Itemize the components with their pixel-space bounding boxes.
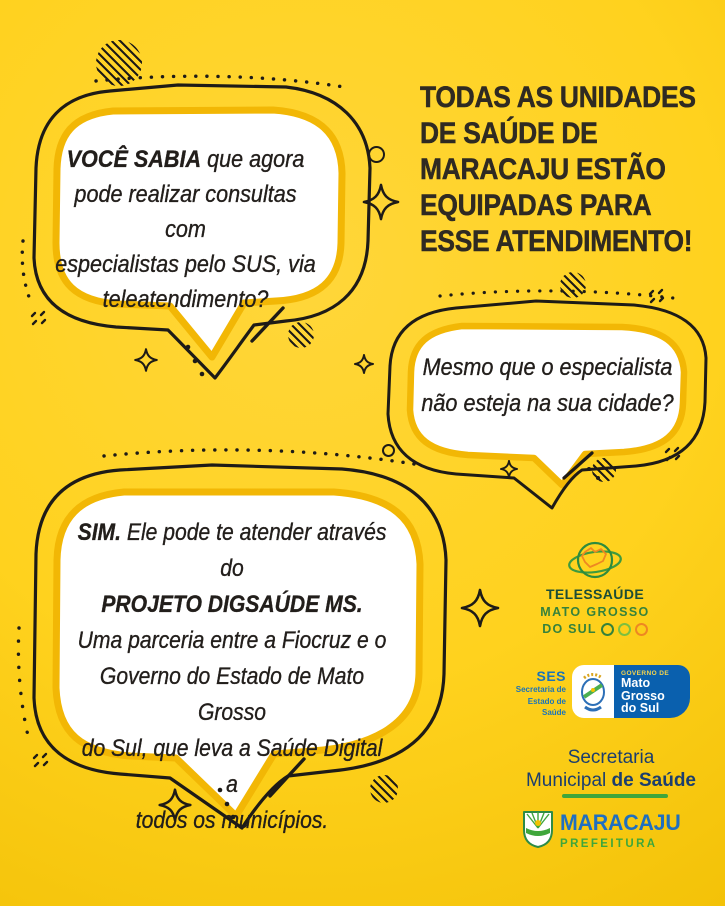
maracaju-name: MARACAJU <box>560 810 681 835</box>
sparkle-icon <box>134 348 158 372</box>
hatch-circle-icon <box>560 272 586 298</box>
divider-line <box>562 794 668 798</box>
sparkle-icon <box>158 788 192 822</box>
bubble-2-text <box>415 350 681 422</box>
bubble-1-text <box>53 142 319 317</box>
governo-ms-line: Mato <box>621 676 651 690</box>
governo-ms-crest <box>572 665 614 718</box>
headline-line: EQUIPADAS PARA <box>420 189 652 222</box>
maracaju-logo-text <box>560 810 684 850</box>
telessaude-logo <box>520 536 670 636</box>
bubble-2-line: não esteja na sua cidade? <box>421 390 674 417</box>
bubble-1-line: especialistas pelo SUS, via <box>55 251 316 278</box>
green-circle-icon <box>601 623 614 636</box>
dot <box>200 372 205 377</box>
ses-logo-text <box>506 668 566 719</box>
dash-cluster-icon <box>648 288 666 306</box>
governo-ms-text <box>614 665 690 718</box>
sparkle-icon <box>354 354 374 374</box>
dotted-trail <box>440 291 673 298</box>
dot <box>587 467 591 471</box>
bubble-3-line: do Sul, que leva a Saúde Digital a <box>81 735 383 798</box>
ses-sub-line: Secretaria de <box>515 685 566 694</box>
headline-line: DE SAÚDE DE <box>420 117 598 150</box>
dot <box>186 345 191 350</box>
coat-of-arms-icon <box>578 670 608 714</box>
bubble-1-line: VOCÊ SABIA que agora <box>66 146 305 173</box>
secretaria-municipal-line1: Secretaria <box>567 747 655 768</box>
headline <box>420 80 719 260</box>
bubble-3-text <box>74 515 391 839</box>
dotted-trail <box>22 241 29 297</box>
ses-acronym: SES <box>536 668 566 684</box>
ses-sub-line: Estado de <box>527 696 566 706</box>
telessaude-globe-icon <box>567 536 623 586</box>
bubble-1-emphasis: VOCÊ SABIA <box>66 146 202 173</box>
bubble-3-line: SIM. Ele pode te atender através do <box>77 519 387 582</box>
orange-circle-icon <box>635 623 648 636</box>
secretaria-municipal-text <box>505 746 717 792</box>
maracaju-sub: PREFEITURA <box>560 838 658 850</box>
sparkle-icon <box>500 460 518 478</box>
dotted-trail <box>104 450 414 464</box>
dash-cluster-icon <box>30 310 48 328</box>
governo-ms-small: GOVERNO DE <box>621 670 670 677</box>
dot <box>193 359 198 364</box>
telessaude-title: TELESSAÚDE <box>545 586 645 602</box>
hatch-circle-icon <box>592 458 616 482</box>
bubble-3-line: Uma parceria entre a Fiocruz e o <box>77 627 387 654</box>
hatch-circle-icon <box>288 322 314 348</box>
governo-ms-line: do Sul <box>621 701 660 715</box>
bubble-2-line: Mesmo que o especialista <box>422 354 673 381</box>
maracaju-shield-icon <box>521 808 555 848</box>
governo-ms-line: Grosso <box>621 688 665 703</box>
bubble-3-line: Governo do Estado de Mato Grosso <box>99 663 365 726</box>
telessaude-line3: DO SUL <box>520 622 670 636</box>
dotted-trail <box>18 628 29 740</box>
headline-line: TODAS AS UNIDADES <box>420 81 696 114</box>
bubble-3-emphasis: SIM. <box>77 519 122 546</box>
sparkle-icon <box>460 588 500 628</box>
dash-cluster-icon <box>664 446 682 464</box>
circle-outline-icon <box>368 146 385 163</box>
circle-outline-icon <box>382 444 395 457</box>
bubble-3-line-bold: PROJETO DIGSAÚDE MS. <box>101 591 363 618</box>
headline-line: ESSE ATENDIMENTO! <box>420 225 693 258</box>
secretaria-municipal-line2: Municipal de Saúde <box>525 770 697 791</box>
bubble-1-line: teleatendimento? <box>102 286 269 313</box>
hatch-circle-icon <box>370 775 398 803</box>
telessaude-line2: MATO GROSSO <box>540 605 650 619</box>
governo-ms-badge <box>572 665 690 718</box>
hatch-circle-icon <box>96 40 142 86</box>
ses-sub-line: Saúde <box>541 708 566 717</box>
dash-cluster-icon <box>32 752 50 770</box>
light-green-circle-icon <box>618 623 631 636</box>
sparkle-icon <box>362 183 400 221</box>
headline-line: MARACAJU ESTÃO <box>420 153 666 186</box>
bubble-3-line: todos os municípios. <box>135 807 329 834</box>
bubble-1-line: pode realizar consultas com <box>74 181 297 243</box>
